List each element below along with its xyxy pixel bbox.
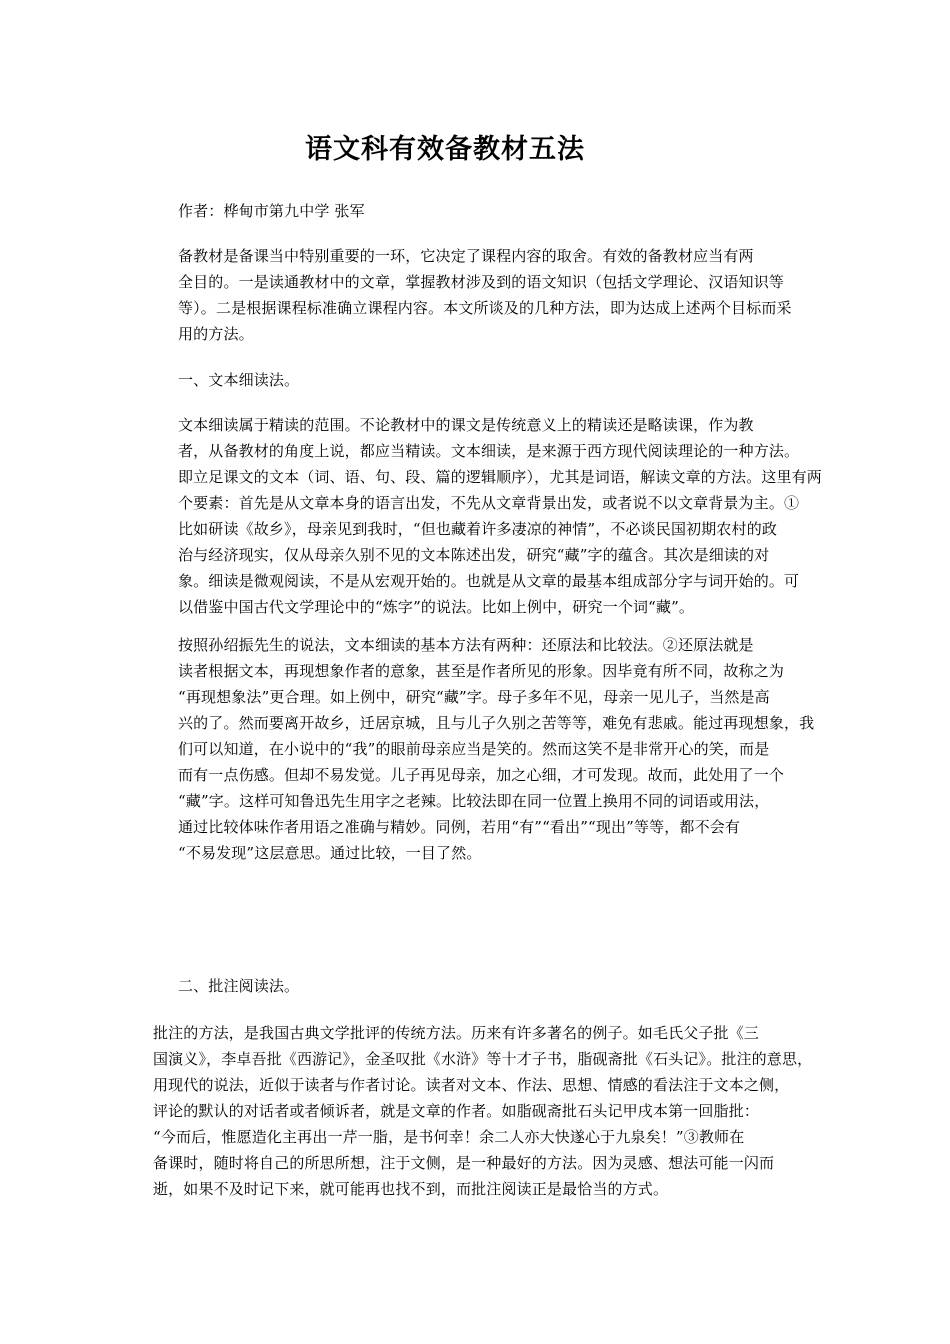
section-heading-text: 一、文本细读法。 xyxy=(178,371,300,389)
paragraph-line: 国演义》，李卓吾批《西游记》，金圣叹批《水浒》等十才子书，脂砚斋批《石头记》。批注的意思， xyxy=(153,1050,813,1068)
paragraph-line: 个要素：首先是从文章本身的语言出发，不先从文章背景出发，或者说不以文章背景为主。① xyxy=(178,494,800,512)
paragraph-line: 等）。二是根据课程标准确立课程内容。本文所谈及的几种方法，即为达成上述两个目标而采 xyxy=(178,299,792,317)
paragraph-line: 全目的。一是读通教材中的文章，掌握教材涉及到的语文知识（包括文学理论、汉语知识等 xyxy=(178,273,785,291)
author-line xyxy=(145,198,811,224)
section1-paragraph-2 xyxy=(145,632,815,866)
paragraph-line: 即立足课文的文本（词、语、句、段、篇的逻辑顺序），尤其是词语，解读文章的方法。这里有两 xyxy=(178,468,822,486)
paragraph-line: 而有一点伤感。但却不易发觉。儿子再见母亲，加之心细，才可发现。故而，此处用了一个 xyxy=(178,766,785,784)
paragraph-line: “再现想象法”更合理。如上例中，研究“藏”字。母子多年不见，母亲一见儿子，当然是高 xyxy=(178,688,770,706)
paragraph-line: “不易发现”这层意思。通过比较，一目了然。 xyxy=(178,844,482,862)
paragraph-line: 评论的默认的对话者或者倾诉者，就是文章的作者。如脂砚斋批石头记甲戌本第一回脂批： xyxy=(153,1102,760,1120)
paragraph-line: 批注的方法，是我国古典文学批评的传统方法。历来有许多著名的例子。如毛氏父子批《三 xyxy=(153,1024,760,1042)
author-text: 作者：桦甸市第九中学 张军 xyxy=(178,202,365,220)
paragraph-line: 以借鉴中国古代文学理论中的“炼字”的说法。比如上例中，研究一个词“藏”。 xyxy=(178,598,695,616)
paragraph-line: 备教材是备课当中特别重要的一环，它决定了课程内容的取舍。有效的备教材应当有两 xyxy=(178,247,754,265)
paragraph-line: 治与经济现实，仅从母亲久别不见的文本陈述出发，研究“藏”字的蕴含。其次是细读的对 xyxy=(178,546,770,564)
paragraph-line: 用现代的说法，近似于读者与作者讨论。读者对文本、作法、思想、情感的看法注于文本之侧， xyxy=(153,1076,790,1094)
document-title: 语文科有效备教材五法 xyxy=(305,134,585,165)
paragraph-line: 按照孙绍振先生的说法，文本细读的基本方法有两种：还原法和比较法。②还原法就是 xyxy=(178,636,754,654)
section2-paragraph-1 xyxy=(145,1020,811,1202)
paragraph-line: 备课时，随时将自己的所思所想，注于文侧，是一种最好的方法。因为灵感、想法可能一闪而 xyxy=(153,1154,775,1172)
paragraph-line: “藏”字。这样可知鲁迅先生用字之老辣。比较法即在同一位置上换用不同的词语或用法， xyxy=(178,792,770,810)
paragraph-line: 文本细读属于精读的范围。不论教材中的课文是传统意义上的精读还是略读课，作为教 xyxy=(178,416,754,434)
paragraph-line: 们可以知道，在小说中的“我”的眼前母亲应当是笑的。然而这笑不是非常开心的笑，而是 xyxy=(178,740,770,758)
paragraph-line: 通过比较体味作者用语之准确与精妙。同例，若用“有”“看出”“现出”等等，都不会有 xyxy=(178,818,741,836)
paragraph-line: 兴的了。然而要离开故乡，迁居京城，且与儿子久别之苦等等，难免有悲戚。能过再现想象，我 xyxy=(178,714,815,732)
section-heading-text: 二、批注阅读法。 xyxy=(178,977,300,995)
paragraph-line: 用的方法。 xyxy=(178,325,254,343)
section1-heading xyxy=(145,367,811,393)
paragraph-line: 读者根据文本，再现想象作者的意象，甚至是作者所见的形象。因毕竟有所不同，故称之为 xyxy=(178,662,785,680)
intro-paragraph xyxy=(145,243,811,347)
paragraph-line: 者，从备教材的角度上说，都应当精读。文本细读，是来源于西方现代阅读理论的一种方法。 xyxy=(178,442,800,460)
paragraph-line: 逝，如果不及时记下来，就可能再也找不到，而批注阅读正是最恰当的方式。 xyxy=(153,1180,669,1198)
section2-heading xyxy=(145,973,811,999)
paragraph-line: 比如研读《故乡》，母亲见到我时，“但也藏着许多凄凉的神情”，不必谈民国初期农村的政 xyxy=(178,520,777,538)
paragraph-line: “今而后，惟愿造化主再出一芹一脂，是书何幸！余二人亦大快遂心于九泉矣！”③教师在 xyxy=(153,1128,745,1146)
section1-paragraph-1 xyxy=(145,412,822,620)
paragraph-line: 象。细读是微观阅读，不是从宏观开始的。也就是从文章的最基本组成部分字与词开始的。可 xyxy=(178,572,800,590)
